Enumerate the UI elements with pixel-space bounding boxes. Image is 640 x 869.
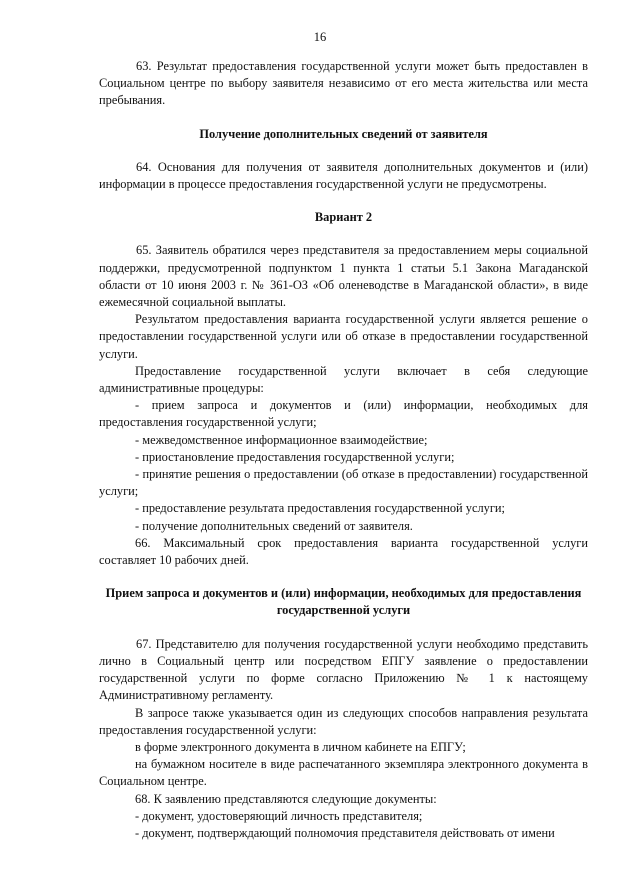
- paragraph-64: 64. Основания для получения от заявителя дополнительных документов и (или) информации в процессе предоставления государственной услуги не предусмотрены.: [99, 159, 588, 192]
- procedure-item: - принятие решения о предоставлении (об отказе в предоставлении) государственной услуги;: [99, 467, 588, 499]
- document-body: [99, 58, 588, 842]
- paragraph-electronic: в форме электронного документа в личном кабинете на ЕПГУ;: [135, 739, 466, 754]
- procedure-item: - межведомственное информационное взаимодействие;: [135, 432, 428, 447]
- paragraph-65: 65. Заявитель обратился через представителя за предоставлением меры социальной поддержки, предусмотренной подпунктом 1 пункта 1 статьи 5.1 Закона Магаданской области от 10 июня 2003 г. № 361-ОЗ «Об оленеводстве в Магаданской области», в виде ежемесячной социальной выплаты.: [99, 243, 588, 310]
- procedure-item: - получение дополнительных сведений от заявителя.: [135, 518, 413, 533]
- paragraph-paper: на бумажном носителе в виде распечатанного экземпляра электронного документа в Социальном центре.: [99, 757, 588, 789]
- document-item: - документ, подтверждающий полномочия представителя действовать от имени: [135, 825, 555, 840]
- section-heading-reception: Прием запроса и документов и (или) информации, необходимых для предоставления государственной услуги: [105, 586, 582, 618]
- section-heading-variant-2: Вариант 2: [314, 210, 373, 225]
- section-heading-additional-info: Получение дополнительных сведений от заявителя: [199, 126, 488, 141]
- page-number: 16: [313, 30, 327, 44]
- procedure-item: - прием запроса и документов и (или) информации, необходимых для предоставления государственной услуги;: [99, 398, 588, 430]
- paragraph-63: 63. Результат предоставления государственной услуги может быть предоставлен в Социальном центре по выбору заявителя независимо от его места жительства или места пребывания.: [99, 59, 588, 108]
- paragraph-includes: Предоставление государственной услуги включает в себя следующие административные процедуры:: [99, 363, 588, 396]
- paragraph-68: 68. К заявлению представляются следующие документы:: [135, 791, 437, 806]
- paragraph-request: В запросе также указывается один из следующих способов направления результата предоставления государственной услуги:: [99, 705, 588, 737]
- document-item: - документ, удостоверяющий личность представителя;: [135, 808, 423, 823]
- procedure-item: - предоставление результата предоставления государственной услуги;: [135, 501, 505, 516]
- procedure-item: - приостановление предоставления государственной услуги;: [135, 449, 455, 464]
- paragraph-67: 67. Представителю для получения государственной услуги необходимо представить лично в Социальный центр или посредством ЕПГУ заявление о предоставлении государственной услуги по форме согласно Приложению № 1 к настоящему Административному регламенту.: [99, 636, 588, 703]
- paragraph-result: Результатом предоставления варианта государственной услуги является решение о предоставлении государственной услуги или об отказе в предоставлении государственной услуги.: [99, 312, 588, 361]
- paragraph-66: 66. Максимальный срок предоставления варианта государственной услуги составляет 10 рабочих дней.: [99, 535, 588, 568]
